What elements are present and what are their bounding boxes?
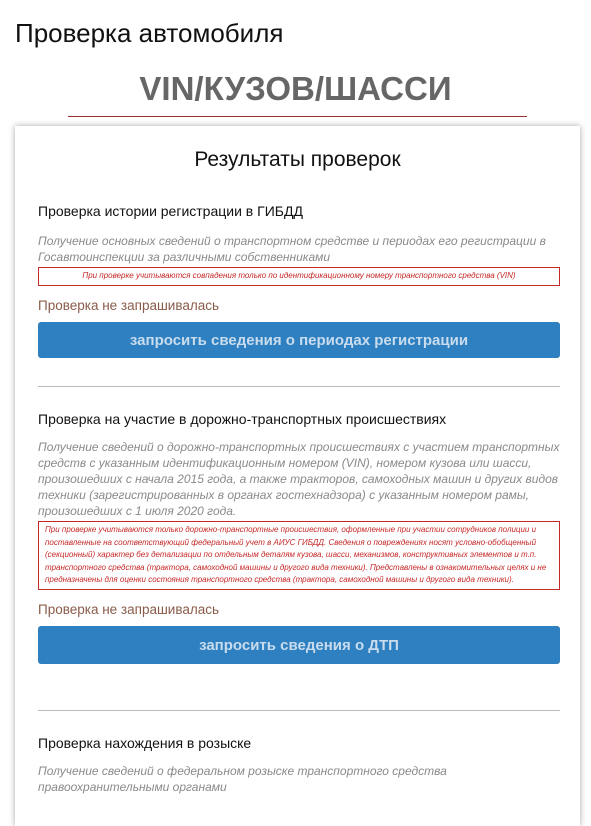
check-status: Проверка не запрашивалась	[38, 297, 220, 313]
results-card	[15, 126, 580, 826]
request-accidents-button[interactable]: запросить сведения о ДТП	[38, 626, 560, 664]
section-accidents	[38, 411, 560, 664]
page-subtitle: VIN/КУЗОВ/ШАССИ	[139, 70, 452, 107]
section-divider	[38, 710, 560, 711]
section-description: Получение сведений о федеральном розыске транспортного средства правоохранительными органами	[38, 764, 447, 794]
section-note: При проверке учитываются совпадения только по идентификационному номеру транспортного средства (VIN)	[38, 267, 560, 286]
card-title: Результаты проверок	[194, 148, 401, 171]
section-description: Получение основных сведений о транспортном средстве и периодах его регистрации в Госавтоинспекции за различными собственниками	[38, 234, 546, 264]
section-note: При проверке учитываются только дорожно-транспортные происшествия, оформленные при участии сотрудников полиции и поставленные на соответствующий федеральный учет в АИУС ГИБДД. Сведения о повреждениях носят условно-обобщенный (секционный) характер без детализации по отдельным деталям кузова, шасси, механизмов, конструктивных элементов и т.п. транспортного средства (трактора, самоходной машины и другого вида техники). Представлены в ознакомительных целях и не предназначены для оценки состояния транспортного средства (трактора, самоходной машины и другого вида техники).	[38, 521, 560, 590]
check-status: Проверка не запрашивалась	[38, 601, 220, 617]
section-title: Проверка на участие в дорожно-транспортных происшествиях	[38, 411, 447, 427]
request-registration-button[interactable]: запросить сведения о периодах регистрации	[38, 322, 560, 358]
section-registration-history	[38, 203, 560, 358]
section-title: Проверка истории регистрации в ГИБДД	[38, 203, 303, 219]
section-title: Проверка нахождения в розыске	[38, 735, 252, 751]
section-wanted-search	[38, 735, 560, 795]
page-title: Проверка автомобиля	[15, 18, 284, 48]
section-divider	[38, 386, 560, 387]
section-description: Получение сведений о дорожно-транспортных происшествиях с участием транспортных средств с указанным идентификационным номером (VIN), номером кузова или шасси, произошедших с начала 2015 года, а также тракторов, самоходных машин и других видов техники (зарегистрированных в органах гостехнадзора) с указанным номером рамы, произошедших с 1 июля 2020 года.	[38, 440, 560, 518]
subtitle-underline	[68, 116, 527, 117]
